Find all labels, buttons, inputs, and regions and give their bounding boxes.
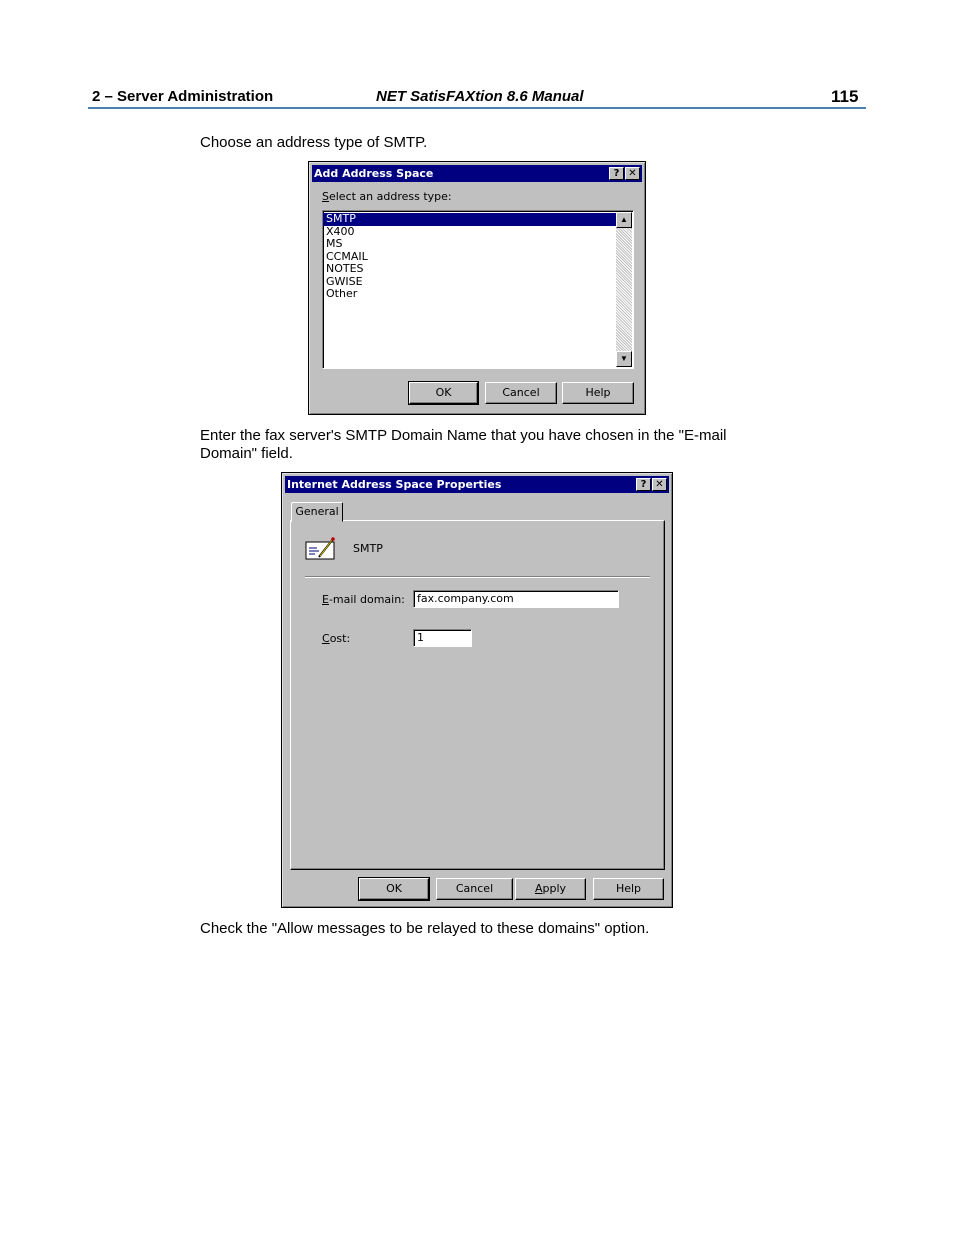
email-domain-label: E-mail domain: — [322, 593, 405, 606]
cost-label: Cost: — [322, 632, 351, 645]
scroll-up-icon[interactable]: ▲ — [616, 212, 632, 228]
list-item-gwise[interactable]: GWISE — [326, 274, 363, 288]
help-icon[interactable]: ? — [636, 478, 651, 491]
ok-button[interactable]: OK — [359, 878, 429, 900]
manual-title: NET SatisFAXtion 8.6 Manual — [376, 88, 584, 105]
email-domain-input[interactable]: fax.company.com — [413, 590, 619, 608]
help-button[interactable]: Help — [593, 878, 664, 900]
instruction-1: Choose an address type of SMTP. — [200, 134, 428, 151]
list-item-notes[interactable]: NOTES — [326, 262, 364, 275]
cost-input[interactable]: 1 — [413, 629, 472, 647]
list-item-ms[interactable]: MS — [326, 237, 343, 250]
envelope-pen-icon — [305, 537, 337, 561]
apply-button[interactable]: Apply — [515, 878, 586, 900]
ok-button[interactable]: OK — [409, 382, 478, 404]
dialog-title: Add Address Space — [314, 167, 434, 180]
internet-address-space-dialog — [281, 472, 673, 908]
chapter-heading: 2 – Server Administration — [92, 88, 274, 105]
page-number: 115 — [831, 87, 859, 106]
close-icon[interactable]: ✕ — [652, 478, 667, 491]
address-type-label: SMTP — [353, 542, 383, 555]
dialog-title: Internet Address Space Properties — [287, 478, 502, 491]
cancel-button[interactable]: Cancel — [485, 382, 557, 404]
help-icon[interactable]: ? — [609, 167, 624, 180]
listbox-scrollbar[interactable] — [616, 212, 632, 367]
close-icon[interactable]: ✕ — [625, 167, 640, 180]
tab-general[interactable]: General — [291, 502, 343, 522]
list-item-other[interactable]: Other — [326, 287, 358, 300]
instruction-3: Check the "Allow messages to be relayed to these domains" option. — [200, 920, 650, 937]
list-item-x400[interactable]: X400 — [326, 224, 355, 238]
dialog-titlebar — [285, 476, 669, 493]
scroll-down-icon[interactable]: ▼ — [616, 351, 632, 367]
instruction-2: Enter the fax server's SMTP Domain Name that you have chosen in the "E-mail Domain" field. — [200, 427, 727, 462]
general-tab-panel — [290, 520, 665, 870]
add-address-space-dialog — [308, 161, 646, 415]
address-type-listbox[interactable] — [322, 210, 634, 369]
header-rule — [88, 107, 866, 109]
address-type-prompt: Select an address type: — [322, 190, 452, 203]
cancel-button[interactable]: Cancel — [436, 878, 513, 900]
help-button[interactable]: Help — [562, 382, 634, 404]
dialog-titlebar — [312, 165, 642, 182]
list-item-ccmail[interactable]: CCMAIL — [326, 249, 368, 263]
list-item-smtp[interactable]: SMTP — [323, 213, 616, 226]
separator — [305, 576, 650, 578]
